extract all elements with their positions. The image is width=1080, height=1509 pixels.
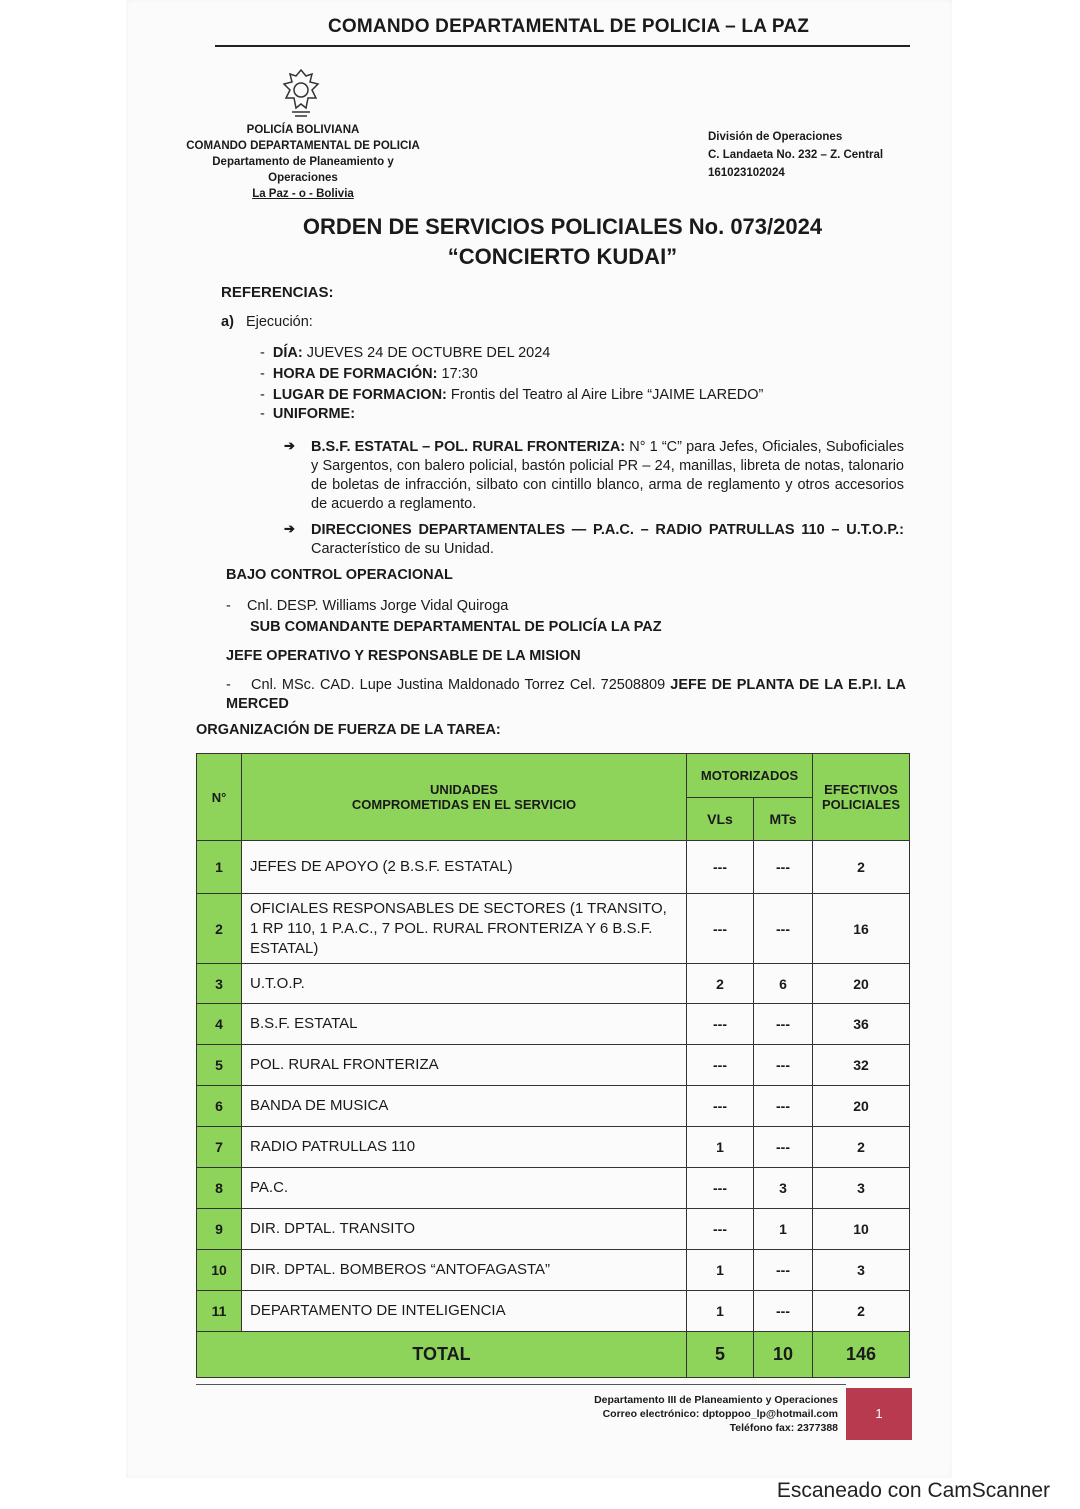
header-vls: VLs xyxy=(687,798,754,841)
header-units xyxy=(242,754,687,841)
jefe-operativo-name: Cnl. MSc. CAD. Lupe Justina Maldonado Torrez Cel. 72508809 xyxy=(251,677,666,693)
row-unit: DIR. DPTAL. TRANSITO xyxy=(242,1209,687,1250)
lugar-label: LUGAR DE FORMACION: xyxy=(272,387,447,403)
top-title: COMANDO DEPARTAMENTAL DE POLICIA – LA PAZ xyxy=(328,16,810,37)
table-row xyxy=(197,1209,910,1250)
table-row xyxy=(197,1168,910,1209)
row-mts: 3 xyxy=(754,1168,813,1209)
row-unit: BANDA DE MUSICA xyxy=(242,1086,687,1127)
row-unit: RADIO PATRULLAS 110 xyxy=(242,1127,687,1168)
row-number: 2 xyxy=(197,894,242,964)
row-mts: --- xyxy=(754,841,813,894)
header-mts: MTs xyxy=(754,798,813,841)
footer-line: Teléfono fax: 2377388 xyxy=(729,1422,838,1434)
header-left-block xyxy=(178,122,428,202)
total-mts: 10 xyxy=(754,1332,813,1378)
row-mts: 6 xyxy=(754,964,813,1004)
row-number: 4 xyxy=(197,1004,242,1045)
page-number-box: 1 xyxy=(846,1388,912,1440)
jefe-operativo-heading: JEFE OPERATIVO Y RESPONSABLE DE LA MISION xyxy=(226,648,581,664)
row-number: 11 xyxy=(197,1291,242,1332)
row-unit: OFICIALES RESPONSABLES DE SECTORES (1 TRANSITO, 1 RP 110, 1 P.A.C., 7 POL. RURAL FRONTERIZA Y 6 B.S.F. ESTATAL) xyxy=(242,894,687,964)
total-label: TOTAL xyxy=(197,1332,687,1378)
lugar-value: Frontis del Teatro al Aire Libre “JAIME LAREDO” xyxy=(450,387,764,403)
header-left-line: Departamento de Planeamiento y Operaciones xyxy=(212,156,394,184)
header-left-line: COMANDO DEPARTAMENTAL DE POLICIA xyxy=(186,140,420,152)
police-emblem-icon xyxy=(280,68,322,118)
row-efectivos: 3 xyxy=(813,1168,910,1209)
header-units-line1: UNIDADES xyxy=(430,782,498,797)
header-efectivos xyxy=(813,754,910,841)
row-efectivos: 10 xyxy=(813,1209,910,1250)
table-header-row xyxy=(197,754,910,798)
table-row xyxy=(197,1045,910,1086)
row-efectivos: 3 xyxy=(813,1250,910,1291)
header-left-line: La Paz - o - Bolivia xyxy=(252,188,354,200)
total-efectivos: 146 xyxy=(813,1332,910,1378)
row-number: 6 xyxy=(197,1086,242,1127)
row-efectivos: 2 xyxy=(813,841,910,894)
header-right-line: 161023102024 xyxy=(708,167,785,179)
order-title-line2: “CONCIERTO KUDAI” xyxy=(447,244,678,269)
row-vls: --- xyxy=(687,1209,754,1250)
header-right-line: C. Landaeta No. 232 – Z. Central xyxy=(708,149,884,161)
row-efectivos: 36 xyxy=(813,1004,910,1045)
execution-item xyxy=(221,314,313,330)
uniforme-line: - UNIFORME: xyxy=(260,406,356,422)
row-number: 9 xyxy=(197,1209,242,1250)
header-units-line2: COMPROMETIDAS EN EL SERVICIO xyxy=(351,797,577,812)
bsf-text: N° 1 “C” para Jefes, Oficiales, Suboficiales y Sargentos, con balero policial, bastón policial PR – 24, manillas, libreta de notas, talonario de boletas de infracción, silbato con cintillo blanco, arma de reglamento y otros accesorios de acuerdo a reglamento. xyxy=(311,439,905,512)
table-total-row xyxy=(197,1332,910,1378)
row-mts: --- xyxy=(754,1250,813,1291)
bajo-control-heading: BAJO CONTROL OPERACIONAL xyxy=(226,567,453,583)
uniforme-label: UNIFORME: xyxy=(272,406,356,422)
header-left-line: POLICÍA BOLIVIANA xyxy=(246,124,360,136)
row-number: 7 xyxy=(197,1127,242,1168)
lugar-line: - LUGAR DE FORMACION: Frontis del Teatro al Aire Libre “JAIME LAREDO” xyxy=(260,387,764,403)
footer-block xyxy=(560,1393,838,1435)
footer-line: Departamento III de Planeamiento y Operaciones xyxy=(594,1394,838,1406)
bsf-uniform-paragraph xyxy=(311,438,904,514)
header-num: N° xyxy=(197,754,242,841)
row-unit: PA.C. xyxy=(242,1168,687,1209)
jefe-operativo-line: - Cnl. MSc. CAD. Lupe Justina Maldonado Torrez Cel. 72508809 JEFE DE PLANTA DE LA E.P.I. LA MERCED xyxy=(226,677,906,712)
table-row xyxy=(197,1250,910,1291)
row-number: 3 xyxy=(197,964,242,1004)
execution-label: Ejecución: xyxy=(245,314,313,330)
references-heading: REFERENCIAS: xyxy=(221,284,334,301)
row-vls: --- xyxy=(687,1004,754,1045)
arrow-bullet-icon: ➔ xyxy=(284,438,295,453)
hora-value: 17:30 xyxy=(441,366,478,382)
top-rule xyxy=(215,45,910,47)
camscanner-watermark: Escaneado con CamScanner xyxy=(776,1479,1050,1502)
table-row xyxy=(197,841,910,894)
row-mts: --- xyxy=(754,1004,813,1045)
row-efectivos: 32 xyxy=(813,1045,910,1086)
row-efectivos: 16 xyxy=(813,894,910,964)
row-vls: 2 xyxy=(687,964,754,1004)
bajo-control-role: SUB COMANDANTE DEPARTAMENTAL DE POLICÍA LA PAZ xyxy=(250,619,662,635)
footer-line: Correo electrónico: dptoppoo_lp@hotmail.com xyxy=(602,1408,838,1420)
row-vls: --- xyxy=(687,1086,754,1127)
header-right-block xyxy=(708,128,883,182)
bsf-label: B.S.F. ESTATAL – POL. RURAL FRONTERIZA: xyxy=(311,439,626,455)
dia-value: JUEVES 24 DE OCTUBRE DEL 2024 xyxy=(306,345,551,361)
row-vls: 1 xyxy=(687,1291,754,1332)
jefe-operativo-role: JEFE DE PLANTA DE LA E.P.I. LA MERCED xyxy=(226,677,906,712)
dia-label: DÍA: xyxy=(272,345,303,361)
header-efectivos-line1: EFECTIVOS xyxy=(824,782,898,797)
row-unit: U.T.O.P. xyxy=(242,964,687,1004)
hora-line: - HORA DE FORMACIÓN: 17:30 xyxy=(260,366,478,382)
row-mts: --- xyxy=(754,1045,813,1086)
dia-line: - DÍA: JUEVES 24 DE OCTUBRE DEL 2024 xyxy=(260,345,551,361)
bajo-control-name: Cnl. DESP. Williams Jorge Vidal Quiroga xyxy=(246,598,509,614)
row-vls: --- xyxy=(687,841,754,894)
row-vls: 1 xyxy=(687,1127,754,1168)
table-row xyxy=(197,1127,910,1168)
header-efectivos-line2: POLICIALES xyxy=(821,797,900,812)
execution-letter: a) xyxy=(221,314,234,330)
row-unit: DEPARTAMENTO DE INTELIGENCIA xyxy=(242,1291,687,1332)
row-mts: 1 xyxy=(754,1209,813,1250)
hora-label: HORA DE FORMACIÓN: xyxy=(272,366,438,382)
row-efectivos: 2 xyxy=(813,1127,910,1168)
dir-label: DIRECCIONES DEPARTAMENTALES — P.A.C. – RADIO PATRULLAS 110 – U.T.O.P.: xyxy=(311,522,904,538)
table-row xyxy=(197,894,910,964)
table-body xyxy=(197,841,910,1332)
row-mts: --- xyxy=(754,1291,813,1332)
header-motorizados: MOTORIZADOS xyxy=(687,754,813,798)
footer-rule xyxy=(196,1384,846,1385)
row-unit: DIR. DPTAL. BOMBEROS “ANTOFAGASTA” xyxy=(242,1250,687,1291)
row-number: 1 xyxy=(197,841,242,894)
row-number: 8 xyxy=(197,1168,242,1209)
table-row xyxy=(197,1086,910,1127)
row-number: 5 xyxy=(197,1045,242,1086)
dir-uniform-paragraph xyxy=(311,521,904,559)
order-title-line1: ORDEN DE SERVICIOS POLICIALES No. 073/2024 xyxy=(302,214,823,239)
row-efectivos: 2 xyxy=(813,1291,910,1332)
force-organization-table xyxy=(196,753,910,1378)
row-mts: --- xyxy=(754,1127,813,1168)
row-vls: --- xyxy=(687,1045,754,1086)
row-efectivos: 20 xyxy=(813,964,910,1004)
row-vls: --- xyxy=(687,1168,754,1209)
row-unit: JEFES DE APOYO (2 B.S.F. ESTATAL) xyxy=(242,841,687,894)
table-row xyxy=(197,1004,910,1045)
order-title xyxy=(240,212,885,272)
dir-text: Característico de su Unidad. xyxy=(311,541,494,557)
row-unit: POL. RURAL FRONTERIZA xyxy=(242,1045,687,1086)
total-vls: 5 xyxy=(687,1332,754,1378)
arrow-bullet-icon: ➔ xyxy=(284,521,295,536)
organization-heading: ORGANIZACIÓN DE FUERZA DE LA TAREA: xyxy=(196,722,501,738)
row-mts: --- xyxy=(754,1086,813,1127)
bajo-control-name-line: - Cnl. DESP. Williams Jorge Vidal Quiroga xyxy=(226,598,509,614)
row-vls: --- xyxy=(687,894,754,964)
row-number: 10 xyxy=(197,1250,242,1291)
table-row xyxy=(197,1291,910,1332)
row-mts: --- xyxy=(754,894,813,964)
header-right-line: División de Operaciones xyxy=(708,131,843,143)
row-vls: 1 xyxy=(687,1250,754,1291)
row-unit: B.S.F. ESTATAL xyxy=(242,1004,687,1045)
table-row xyxy=(197,964,910,1004)
row-efectivos: 20 xyxy=(813,1086,910,1127)
